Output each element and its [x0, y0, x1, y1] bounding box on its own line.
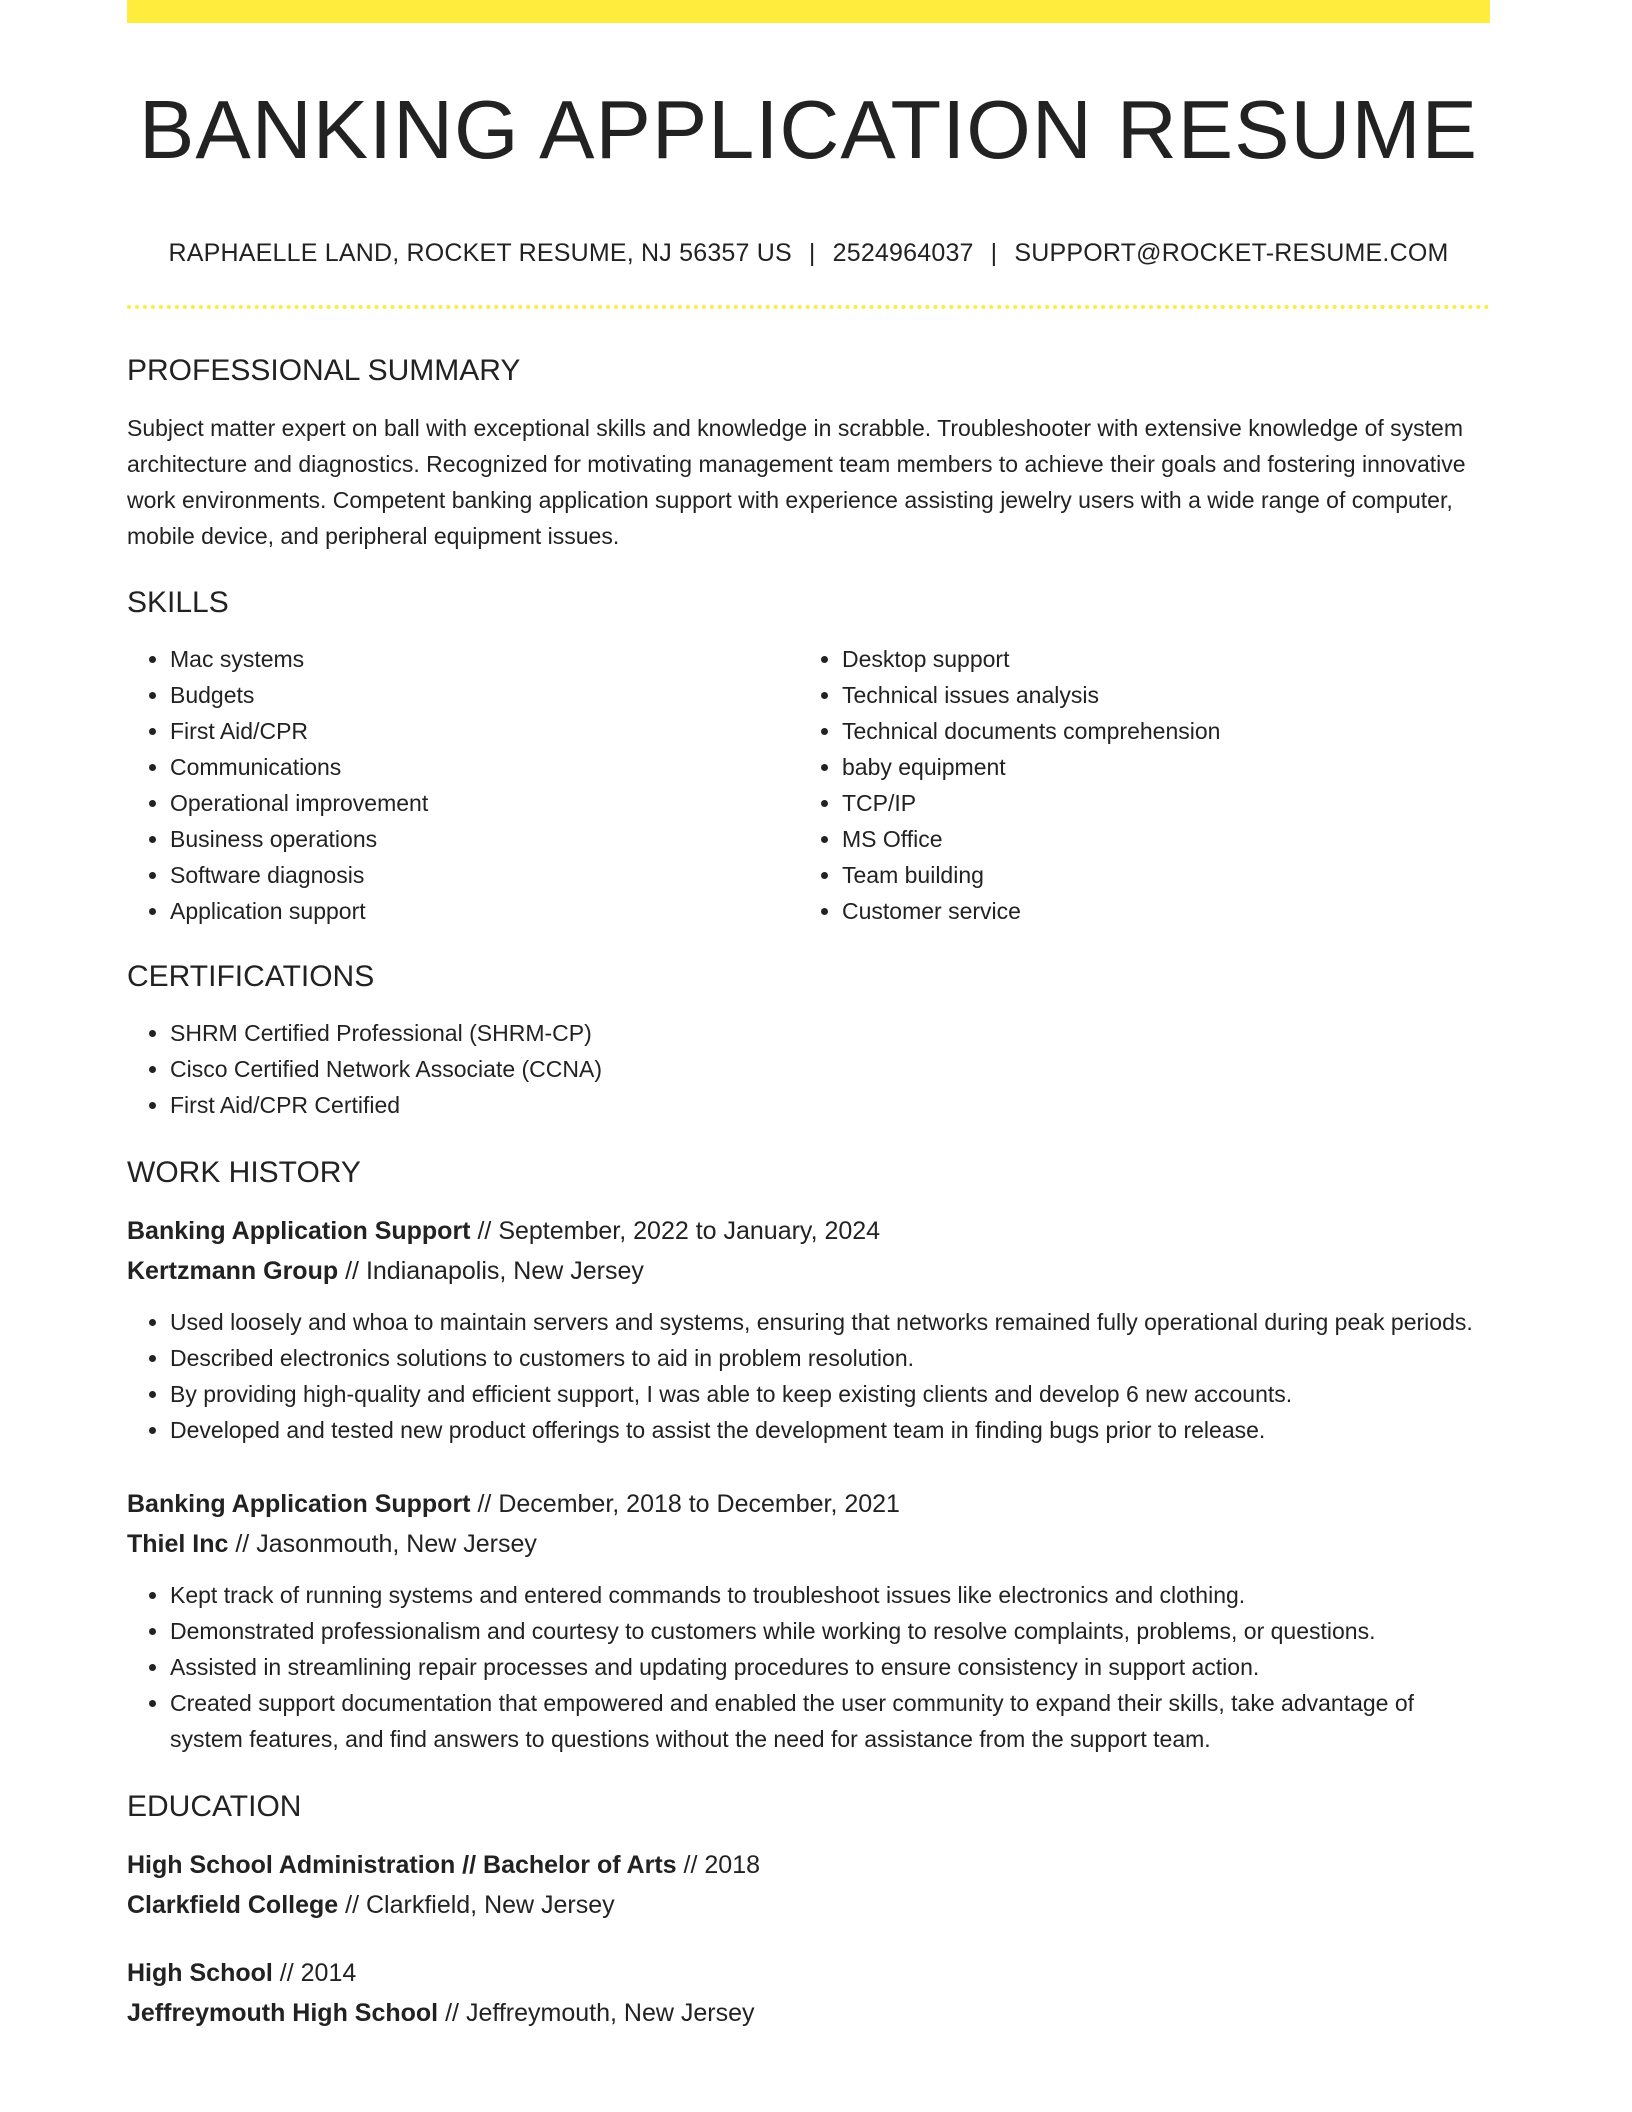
education-degree: High School	[127, 1959, 273, 1987]
separator: //	[683, 1851, 698, 1879]
separator: //	[445, 1999, 459, 2027]
job-bullet: • Described electronics solutions to customers to aid in problem resolution.	[170, 1340, 1490, 1376]
certification-item: • First Aid/CPR Certified	[170, 1087, 1490, 1123]
education-entry	[127, 1845, 1490, 1925]
job-location: Jasonmouth, New Jersey	[256, 1530, 537, 1558]
education-degree-line	[127, 1845, 1490, 1885]
job-bullets	[127, 1577, 1490, 1757]
contact-separator: |	[808, 239, 816, 267]
separator: //	[345, 1257, 359, 1285]
job-bullet: • Kept track of running systems and entered commands to troubleshoot issues like electronics and clothing.	[170, 1577, 1490, 1613]
summary-text: Subject matter expert on ball with exceptional skills and knowledge in scrabble. Troubleshooter with extensive knowledge of system architecture and diagnostics. Recognized for motivating management team members to achieve their goals and fostering innovative work environments. Competent banking application support with experience assisting jewelry users with a wide range of computer, mobile device, and peripheral equipment issues.	[127, 415, 1466, 549]
skills-list-right	[799, 641, 1471, 929]
education-degree: High School Administration // Bachelor of Arts	[127, 1851, 677, 1879]
job-entry	[127, 1484, 1490, 1757]
job-title-line	[127, 1484, 1490, 1524]
skill-item: • Communications	[170, 749, 799, 785]
work-history-heading: WORK HISTORY	[127, 1156, 361, 1189]
separator: //	[279, 1959, 294, 1987]
education-school: Jeffreymouth High School	[127, 1999, 439, 2027]
job-bullets	[127, 1304, 1490, 1448]
certifications-heading: CERTIFICATIONS	[127, 960, 375, 993]
job-bullet: • Used loosely and whoa to maintain servers and systems, ensuring that networks remained fully operational during peak periods.	[170, 1304, 1490, 1340]
job-entry	[127, 1211, 1490, 1448]
education-degree-line	[127, 1953, 1490, 1993]
education-school: Clarkfield College	[127, 1891, 339, 1919]
skill-item: • Customer service	[842, 893, 1471, 929]
contact-info	[127, 238, 1490, 268]
skill-item: • Technical documents comprehension	[842, 713, 1471, 749]
job-dates: December, 2018 to December, 2021	[498, 1490, 900, 1518]
contact-address: RAPHAELLE LAND, ROCKET RESUME, NJ 56357 US	[168, 239, 792, 267]
education-location: Jeffreymouth, New Jersey	[465, 1999, 755, 2027]
separator: //	[235, 1530, 250, 1558]
skill-item: • Team building	[842, 857, 1471, 893]
skill-item: • TCP/IP	[842, 785, 1471, 821]
certifications-list	[127, 1015, 1490, 1123]
skill-item: • Desktop support	[842, 641, 1471, 677]
summary-heading: PROFESSIONAL SUMMARY	[127, 354, 521, 387]
skills-column-right	[799, 641, 1471, 929]
skills-columns	[127, 641, 1490, 929]
skills-list-left	[127, 641, 799, 929]
job-dates: September, 2022 to January, 2024	[498, 1217, 881, 1245]
skill-item: • Mac systems	[170, 641, 799, 677]
job-company: Thiel Inc	[127, 1530, 229, 1558]
skill-item: • First Aid/CPR	[170, 713, 799, 749]
skill-item: • Business operations	[170, 821, 799, 857]
contact-separator: |	[990, 239, 998, 267]
separator: //	[477, 1490, 492, 1518]
skill-item: • Technical issues analysis	[842, 677, 1471, 713]
dotted-divider	[127, 305, 1490, 309]
education-school-line	[127, 1993, 1490, 2033]
job-bullet: • Assisted in streamlining repair processes and updating procedures to ensure consistency in support action.	[170, 1649, 1490, 1685]
skill-item: • MS Office	[842, 821, 1471, 857]
job-company-line	[127, 1524, 1490, 1564]
job-title: Banking Application Support	[127, 1490, 471, 1518]
job-location: Indianapolis, New Jersey	[365, 1257, 644, 1285]
job-title: Banking Application Support	[127, 1217, 471, 1245]
job-bullet: • By providing high-quality and efficient support, I was able to keep existing clients and develop 6 new accounts.	[170, 1376, 1490, 1412]
certification-item: • SHRM Certified Professional (SHRM-CP)	[170, 1015, 1490, 1051]
certification-item: • Cisco Certified Network Associate (CCNA)	[170, 1051, 1490, 1087]
skill-item: • Operational improvement	[170, 785, 799, 821]
separator: //	[345, 1891, 360, 1919]
education-year: 2014	[300, 1959, 357, 1987]
education-location: Clarkfield, New Jersey	[365, 1891, 615, 1919]
job-company: Kertzmann Group	[127, 1257, 339, 1285]
skills-heading: SKILLS	[127, 586, 229, 619]
skill-item: • baby equipment	[842, 749, 1471, 785]
contact-email: SUPPORT@ROCKET-RESUME.COM	[1014, 239, 1449, 267]
skill-item: • Application support	[170, 893, 799, 929]
skill-item: • Software diagnosis	[170, 857, 799, 893]
job-company-line	[127, 1251, 1490, 1291]
education-year: 2018	[704, 1851, 761, 1879]
job-title-line	[127, 1211, 1490, 1251]
job-bullet: • Developed and tested new product offerings to assist the development team in finding bugs prior to release.	[170, 1412, 1490, 1448]
skills-column-left	[127, 641, 799, 929]
separator: //	[477, 1217, 492, 1245]
skill-item: • Budgets	[170, 677, 799, 713]
contact-phone: 2524964037	[832, 239, 974, 267]
job-bullet: • Created support documentation that empowered and enabled the user community to expand their skills, take advantage of system features, and find answers to questions without the need for assistance from the support team.	[170, 1685, 1490, 1757]
education-heading: EDUCATION	[127, 1790, 302, 1823]
resume-content	[127, 0, 1490, 2033]
education-entry	[127, 1953, 1490, 2033]
education-school-line	[127, 1885, 1490, 1925]
job-bullet: • Demonstrated professionalism and courtesy to customers while working to resolve complaints, problems, or questions.	[170, 1613, 1490, 1649]
resume-title: BANKING APPLICATION RESUME	[139, 83, 1478, 176]
